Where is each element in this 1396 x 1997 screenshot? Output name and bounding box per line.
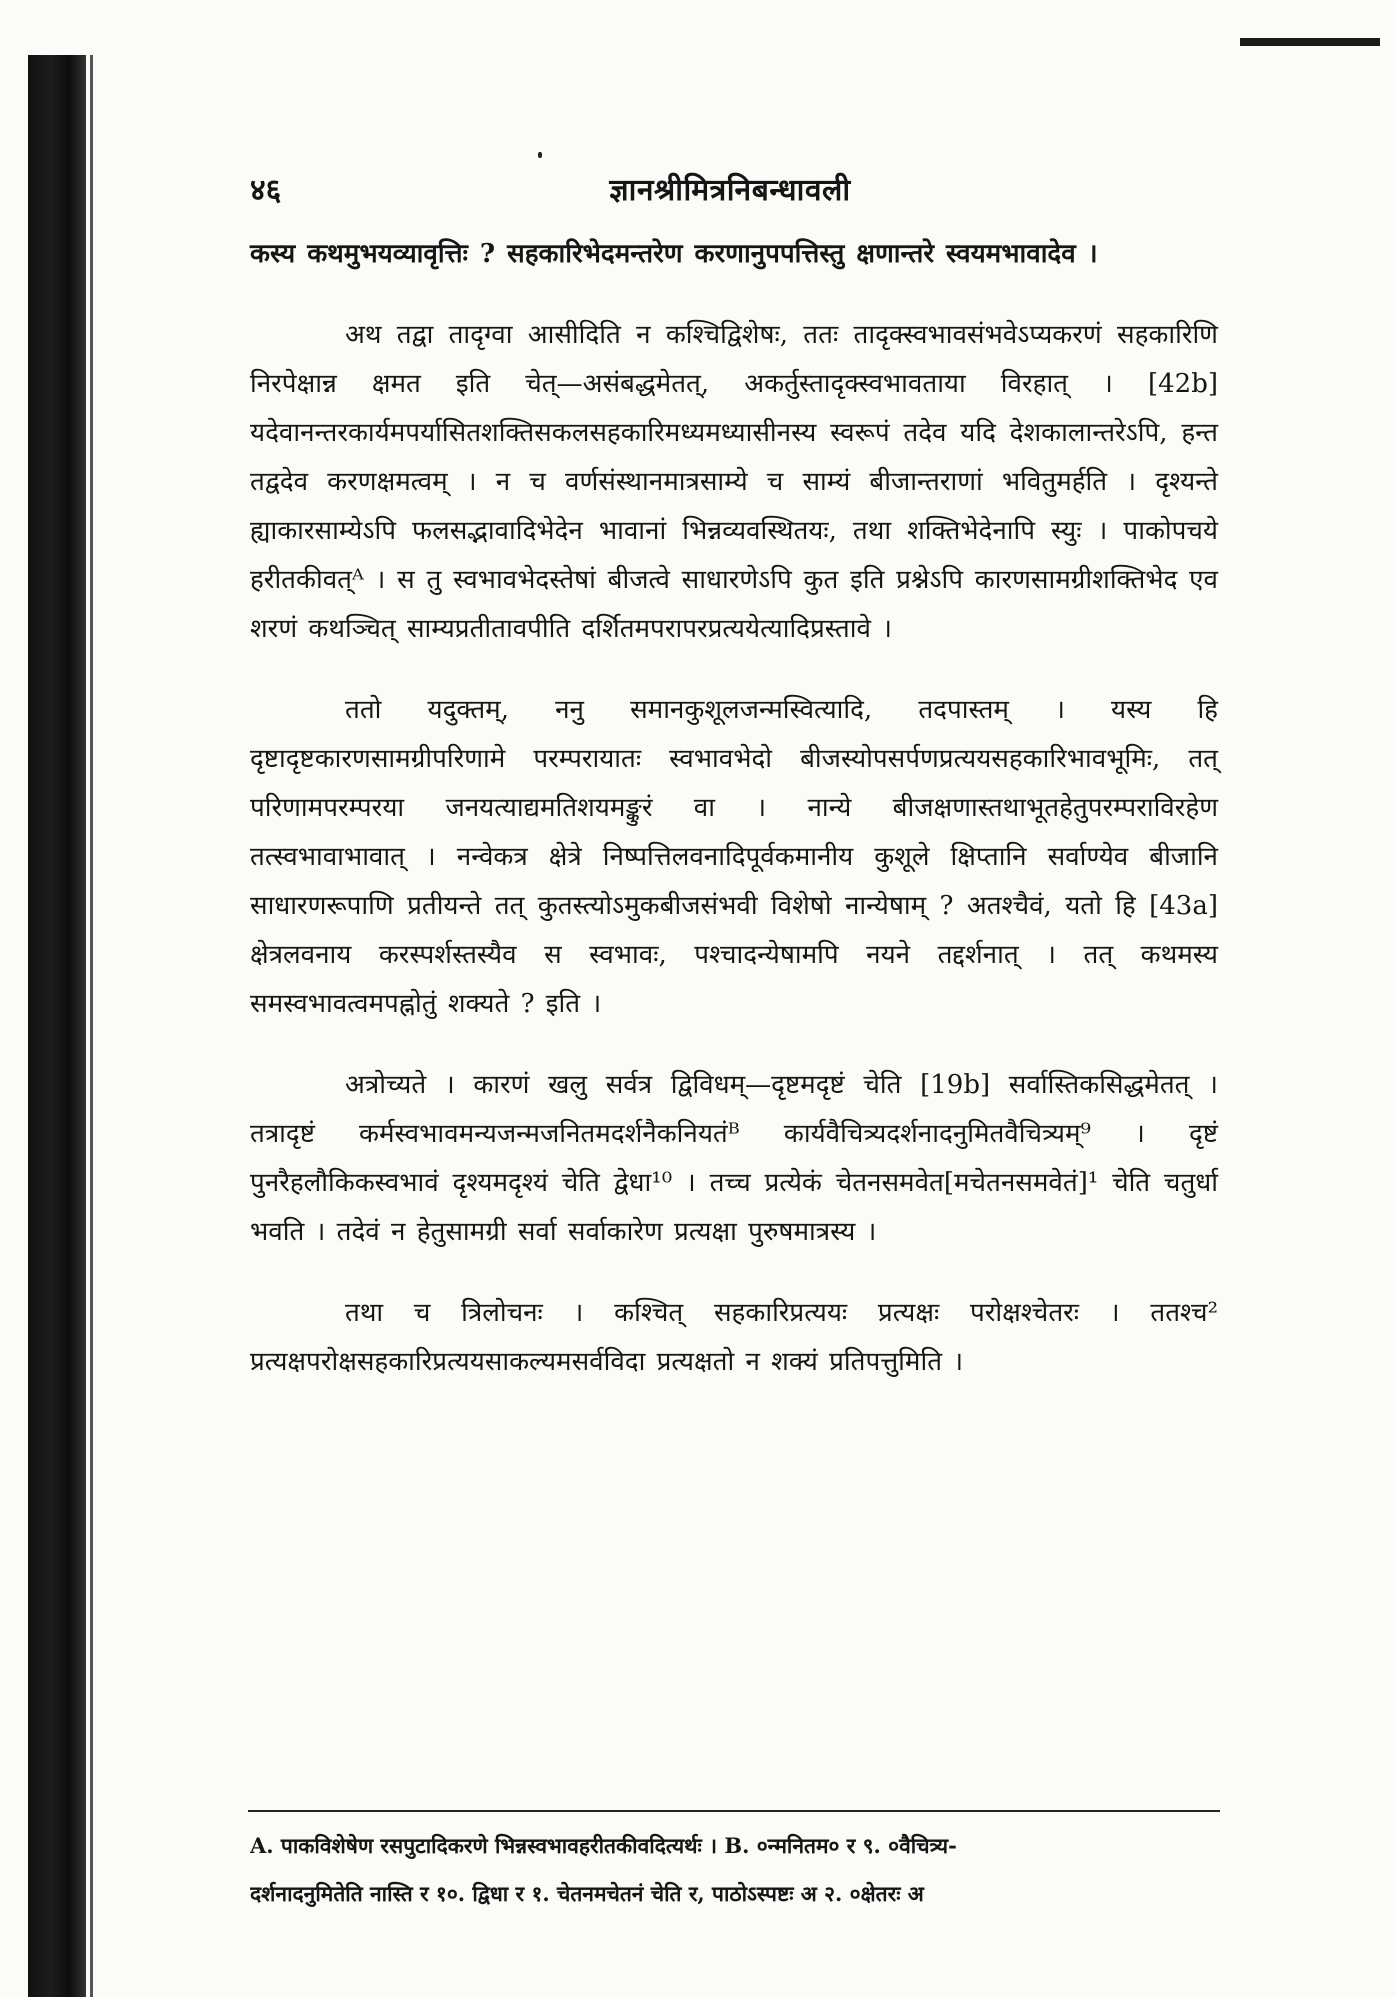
page-header — [250, 168, 1210, 212]
binding-edge-shadow — [28, 55, 86, 1997]
paragraph-continuation: कस्य कथमुभयव्यावृत्तिः ? सहकारिभेदमन्तरेण करणानुपपत्तिस्तु क्षणान्तरे स्वयमभावादेव । — [250, 239, 1098, 269]
page-number: ४६ — [250, 173, 282, 208]
paragraph: तथा च त्रिलोचनः । कश्चित् सहकारिप्रत्ययः प्रत्यक्षः परोक्षश्चेतरः । ततश्च² प्रत्यक्षपरोक्षसहकारिप्रत्ययसाकल्यमसर्वविदा प्रत्यक्षतो न शक्यं प्रतिपत्तुमिति । — [250, 1298, 1218, 1377]
footnotes — [250, 1822, 1218, 1918]
main-text — [250, 230, 1218, 1387]
paragraph-gap — [250, 1257, 1218, 1289]
scan-speck — [538, 152, 542, 158]
top-edge-mark — [1240, 38, 1380, 46]
paragraph-gap — [250, 654, 1218, 686]
running-title: ज्ञानश्रीमित्रनिबन्धावली — [609, 173, 851, 208]
paragraph: अथ तद्वा तादृग्वा आसीदिति न कश्चिद्विशेषः, ततः तादृक्स्वभावसंभवेऽप्यकरणं सहकारिणि निरपेक्षान्न क्षमत इति चेत्—असंबद्धमेतत्, अकर्तुस्तादृक्स्वभावताया विरहात् । [42b] यदेवानन्तरकार्यमपर्यासितशक्तिसकलसहकारिमध्यमध्यासीनस्य स्वरूपं तदेव यदि देशकालान्तरेऽपि, हन्त तद्वदेव करणक्षमत्वम् । न च वर्णसंस्थानमात्रसाम्ये च साम्यं बीजान्तराणां भवितुमर्हति । दृश्यन्ते ह्याकारसाम्येऽपि फलसद्भावादिभेदेन भावानां भिन्नव्यवस्थितयः, तथा शक्तिभेदेनापि स्युः । पाकोपचये हरीतकीवत्ᴬ । स तु स्वभावभेदस्तेषां बीजत्वे साधारणेऽपि कुत इति प्रश्नेऽपि कारणसामग्रीशक्तिभेद एव शरणं कथञ्चित् साम्यप्रतीतावपीति दर्शितमपरापरप्रत्ययेत्यादिप्रस्तावे । — [250, 320, 1218, 644]
footnote-divider — [248, 1810, 1220, 1812]
paragraph: ततो यदुक्तम्, ननु समानकुशूलजन्मस्वित्यादि, तदपास्तम् । यस्य हि दृष्टादृष्टकारणसामग्रीपरिणामे परम्परायातः स्वभावभेदो बीजस्योपसर्पणप्रत्ययसहकारिभावभूमिः, तत् परिणामपरम्परया जनयत्याद्यमतिशयमङ्कुरं वा । नान्ये बीजक्षणास्तथाभूतहेतुपरम्पराविरहेण तत्स्वभावाभावात् । नन्वेकत्र क्षेत्रे निष्पत्तिलवनादिपूर्वकमानीय कुशूले क्षिप्तानि सर्वाण्येव बीजानि साधारणरूपाणि प्रतीयन्ते तत् कुतस्त्योऽमुकबीजसंभवी विशेषो नान्येषाम् ? अतश्चैवं, यतो हि [43a] क्षेत्रलवनाय करस्पर्शस्तस्यैव स स्वभावः, पश्चादन्येषामपि नयने तद्दर्शनात् । तत् कथमस्य समस्वभावत्वमपह्नोतुं शक्यते ? इति । — [250, 695, 1218, 1019]
footnote-line: दर्शनादनुमितेति नास्ति र १०. द्विधा र १. चेतनमचेतनं चेति र, पाठोऽस्पष्टः अ २. ०क्षेतरः अ — [250, 1881, 924, 1906]
paragraph-gap — [250, 1029, 1218, 1061]
paragraph: अत्रोच्यते । कारणं खलु सर्वत्र द्विविधम्—दृष्टमदृष्टं चेति [19b] सर्वास्तिकसिद्धमेतत् । तत्रादृष्टं कर्मस्वभावमन्यजन्मजनितमदर्शनैकनियतंᴮ कार्यवैचित्र्यदर्शनादनुमितवैचित्र्यम्⁹ । दृष्टं पुनरैहलौकिकस्वभावं दृश्यमदृश्यं चेति द्वेधा¹⁰ । तच्च प्रत्येकं चेतनसमवेत[मचेतनसमवेतं]¹ चेति चतुर्धा भवति । तदेवं न हेतुसामग्री सर्वा सर्वाकारेण प्रत्यक्षा पुरुषमात्रस्य । — [250, 1070, 1218, 1247]
paragraph-gap — [250, 279, 1218, 311]
footnote-line: A. पाकविशेषेण रसपुटादिकरणे भिन्नस्वभावहरीतकीवदित्यर्थः । B. ०न्मनितम० र ९. ०वैचित्र्य- — [250, 1833, 957, 1858]
